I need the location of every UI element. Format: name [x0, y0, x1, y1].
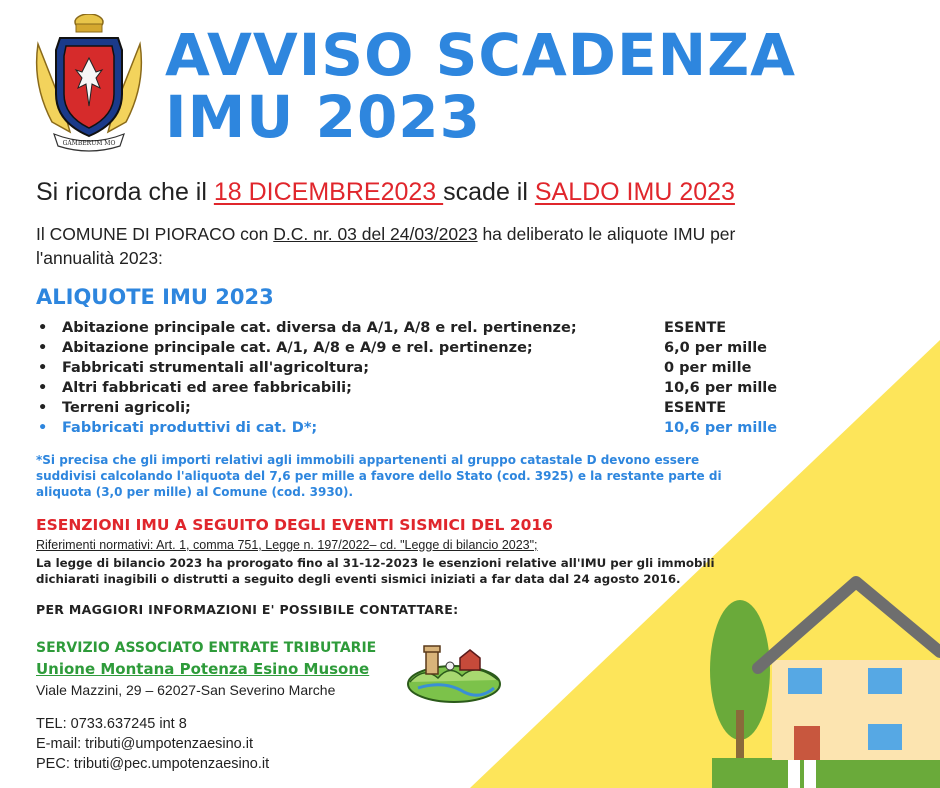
rate-value: 10,6 per mille [664, 420, 778, 436]
pec-line [36, 756, 269, 772]
comune-crest-icon [30, 14, 148, 154]
intro-text-2: ha deliberato le aliquote IMU per l'annualità 2023: [36, 224, 736, 268]
rate-item [38, 360, 798, 380]
deadline-subject: SALDO IMU 2023 [534, 178, 735, 206]
bullet-icon: • [38, 400, 48, 416]
rate-label: Abitazione principale cat. A/1, A/8 e A/9 e rel. pertinenze; [62, 340, 533, 356]
rate-value: 6,0 per mille [664, 340, 768, 356]
rate-value: 0 per mille [664, 360, 752, 376]
rate-value: 10,6 per mille [664, 380, 778, 396]
title-line-2: IMU 2023 [165, 83, 482, 151]
bullet-icon: • [38, 420, 48, 436]
rates-list [38, 320, 798, 440]
email-label: E-mail: [36, 736, 86, 752]
email-line [36, 736, 253, 752]
union-link[interactable]: Unione Montana Potenza Esino Musone [36, 660, 370, 678]
pec-link[interactable]: tributi@pec.umpotenzaesino.it [73, 756, 270, 772]
rate-item [38, 380, 798, 400]
rate-label: Altri fabbricati ed aree fabbricabili; [62, 380, 352, 396]
svg-text:GAMBERUM MO: GAMBERUM MO [62, 140, 116, 147]
rates-heading: ALIQUOTE IMU 2023 [36, 285, 274, 309]
pec-label: PEC: [36, 756, 74, 772]
rate-label: Terreni agricoli; [62, 400, 191, 416]
bullet-icon: • [38, 360, 48, 376]
rate-value: ESENTE [664, 400, 727, 416]
bullet-icon: • [38, 380, 48, 396]
deliberation-reference: D.C. nr. 03 del 24/03/2023 [273, 224, 478, 244]
bullet-icon: • [38, 340, 48, 356]
email-link[interactable]: tributi@umpotenzaesino.it [85, 736, 254, 752]
rate-label: Fabbricati strumentali all'agricoltura; [62, 360, 370, 376]
seismic-legal-reference: Riferimenti normativi: Art. 1, comma 751, Legge n. 197/2022– cd. "Legge di bilancio 2023"; [36, 538, 538, 552]
intro-paragraph [36, 222, 796, 270]
rate-item-highlight [38, 420, 798, 440]
page-title [165, 21, 797, 151]
reminder-prefix: Si ricorda che il [36, 178, 214, 206]
reminder-middle: scade il [443, 178, 535, 206]
seismic-exemption-text: La legge di bilancio 2023 ha prorogato fino al 31-12-2023 le esenzioni relative all'IMU per gli immobili dichiarati inagibili o distrutti a seguito degli eventi sismici iniziati a far data dal 24 agosto 2016. [36, 556, 715, 586]
phone-number[interactable]: TEL: 0733.637245 int 8 [36, 716, 187, 732]
rate-item [38, 320, 798, 340]
service-address: Viale Mazzini, 29 – 62027-San Severino Marche [36, 682, 336, 698]
rate-item [38, 400, 798, 420]
bullet-icon: • [38, 320, 48, 336]
deadline-date: 18 DICEMBRE2023 [213, 178, 444, 206]
service-name: SERVIZIO ASSOCIATO ENTRATE TRIBUTARIE [36, 640, 377, 656]
rates-footnote: *Si precisa che gli importi relativi agli immobili appartenenti al gruppo catastale D devono essere suddivisi calcolando l'aliquota del 7,6 per mille a favore dello Stato (cod. 3925) e la restante parte di aliquota (3,0 per mille) al Comune (cod. 3930). [36, 453, 722, 499]
intro-text-1: Il COMUNE DI PIORACO con [36, 224, 274, 244]
rate-item [38, 340, 798, 360]
rate-value: ESENTE [664, 320, 727, 336]
rate-label: Fabbricati produttivi di cat. D*; [62, 420, 318, 436]
house-with-tree-icon [700, 560, 940, 788]
title-line-1: AVVISO SCADENZA [165, 21, 797, 89]
seismic-exemption-heading: ESENZIONI IMU A SEGUITO DEGLI EVENTI SISMICI DEL 2016 [36, 516, 553, 534]
unione-montana-logo-icon [404, 636, 504, 706]
rate-label: Abitazione principale cat. diversa da A/1, A/8 e rel. pertinenze; [62, 320, 577, 336]
deadline-reminder [36, 178, 735, 207]
contact-heading: PER MAGGIORI INFORMAZIONI E' POSSIBILE CONTATTARE: [36, 602, 459, 617]
